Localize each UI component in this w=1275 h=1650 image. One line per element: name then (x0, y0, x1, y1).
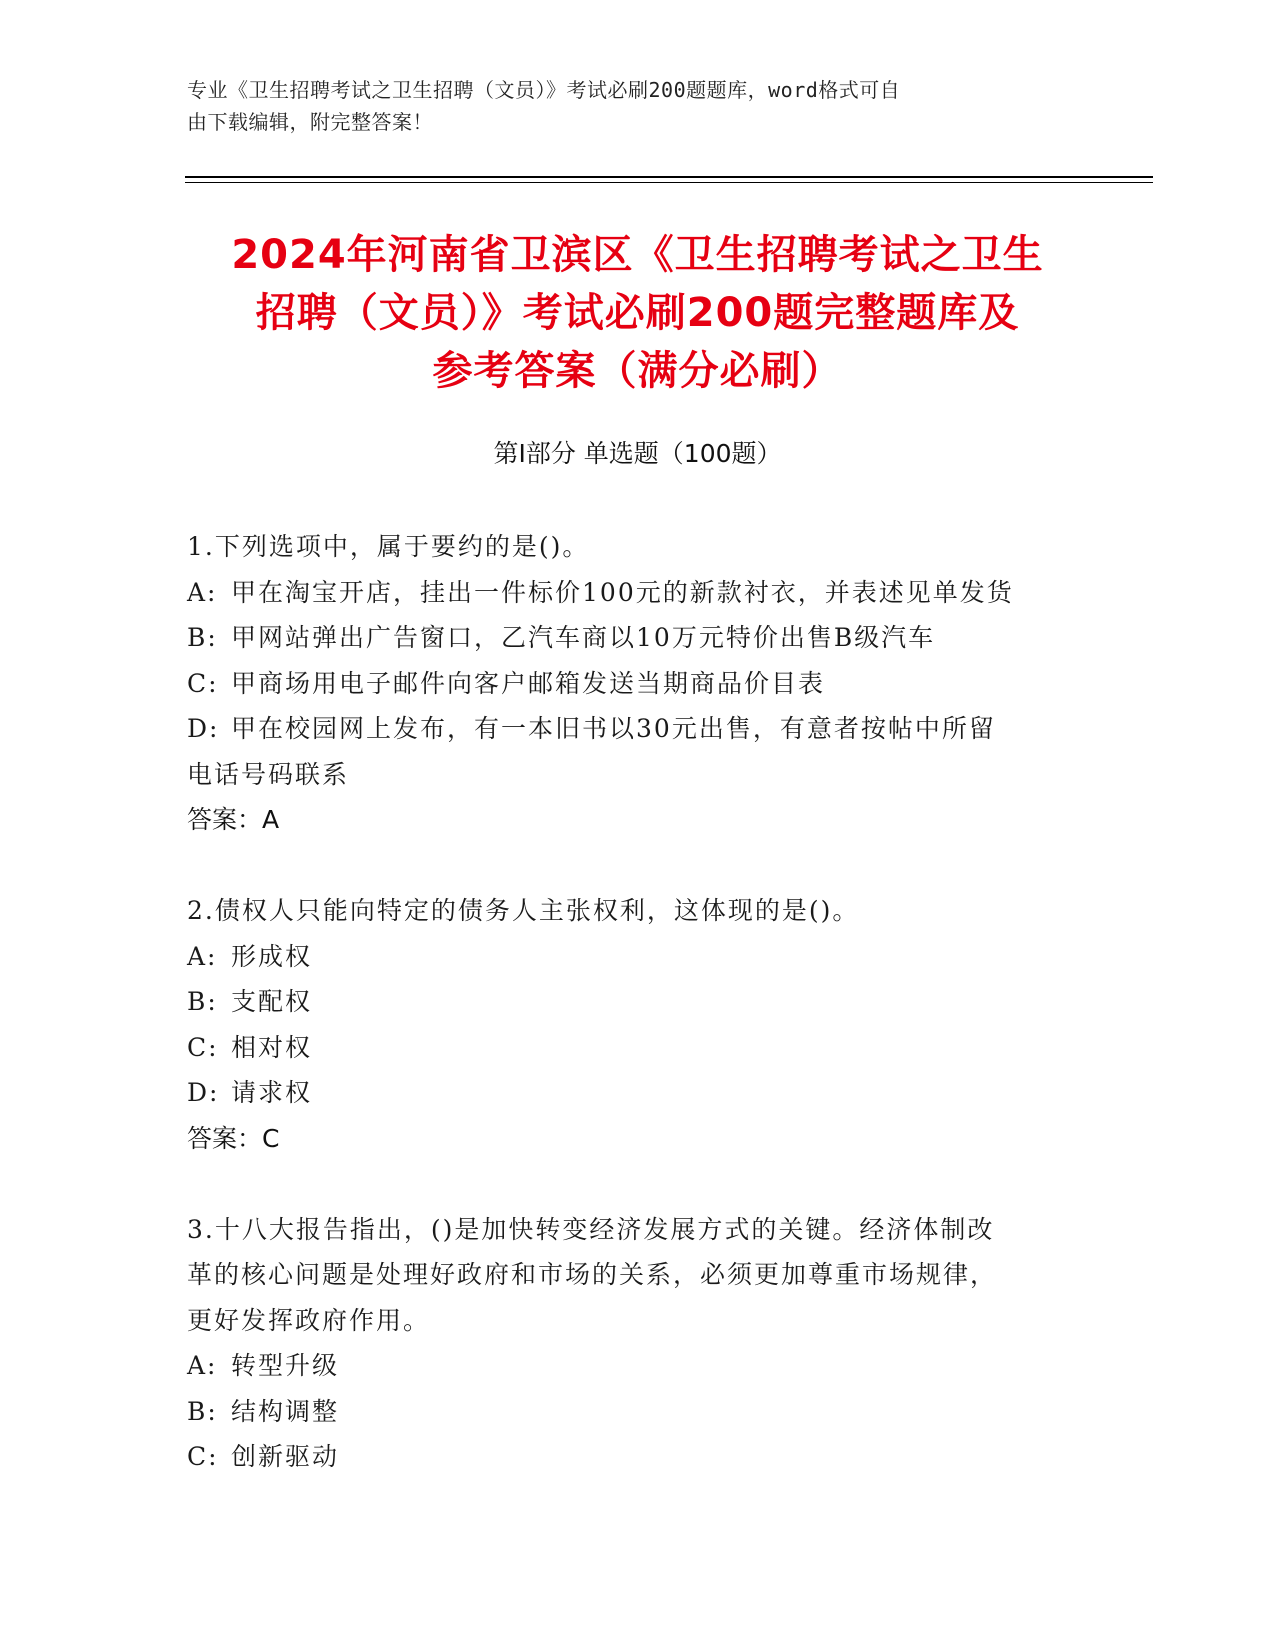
option-label: B: (187, 987, 218, 1016)
option-b (187, 1389, 1087, 1435)
document-title (140, 226, 1135, 400)
answer: 答案：C (187, 1123, 280, 1153)
title-line: 参考答案（满分必刷） (432, 348, 843, 394)
spacer (187, 1161, 1087, 1207)
option-text: 支配权 (231, 987, 313, 1016)
option-text: 形成权 (231, 941, 313, 971)
option-b (187, 979, 1087, 1025)
option-text: 甲在校园网上发布，有一本旧书以30元出售，有意者按帖中所留 (231, 714, 996, 743)
option-text: 请求权 (231, 1078, 313, 1107)
question-item (187, 888, 1087, 1161)
title-line: 招聘（文员）》考试必刷200题完整题库及 (255, 290, 1020, 336)
question-list (187, 524, 1087, 1480)
question-stem: 1.下列选项中，属于要约的是()。 (187, 532, 590, 561)
answer: 答案：A (187, 805, 280, 834)
option-label: C: (187, 1032, 219, 1062)
section-heading: 第Ⅰ部分 单选题（100题） (493, 439, 782, 468)
option-label: B: (187, 1396, 218, 1426)
option-text: 创新驱动 (231, 1442, 340, 1471)
option-c (187, 1434, 1087, 1480)
option-text: 相对权 (231, 1032, 313, 1062)
option-d (187, 1070, 1087, 1116)
header-note (187, 74, 1067, 138)
option-d (187, 706, 1087, 752)
header-divider-thin (185, 182, 1153, 183)
option-c (187, 661, 1087, 707)
option-label: D: (187, 1078, 220, 1107)
option-d-continued: 电话号码联系 (187, 759, 350, 789)
spacer (187, 843, 1087, 889)
option-text: 甲在淘宝开店，挂出一件标价100元的新款衬衣，并表述见单发货 (231, 577, 1014, 607)
option-label: C: (187, 1442, 219, 1471)
option-a (187, 1343, 1087, 1389)
option-label: D: (187, 714, 220, 743)
title-line: 2024年河南省卫滨区《卫生招聘考试之卫生 (231, 232, 1044, 278)
option-label: A: (187, 941, 218, 971)
question-stem: 2.债权人只能向特定的债务人主张权利，这体现的是()。 (187, 896, 860, 925)
option-label: A: (187, 577, 218, 607)
question-item (187, 1207, 1087, 1480)
option-a (187, 570, 1087, 616)
option-label: C: (187, 668, 219, 698)
header-note-line: 由下载编辑，附完整答案！ (187, 110, 433, 134)
option-text: 结构调整 (231, 1396, 340, 1426)
option-b (187, 615, 1087, 661)
option-text: 甲商场用电子邮件向客户邮箱发送当期商品价目表 (231, 668, 826, 698)
header-note-line: 专业《卫生招聘考试之卫生招聘（文员）》考试必刷200题题库，word格式可自 (187, 78, 901, 102)
option-c (187, 1025, 1087, 1071)
header-divider-thick (185, 176, 1153, 178)
option-label: B: (187, 623, 218, 652)
question-stem-continued: 更好发挥政府作用。 (187, 1305, 431, 1335)
option-text: 甲网站弹出广告窗口，乙汽车商以10万元特价出售B级汽车 (231, 623, 936, 652)
question-item (187, 524, 1087, 843)
option-a (187, 934, 1087, 980)
option-label: A: (187, 1351, 218, 1380)
option-text: 转型升级 (231, 1351, 340, 1380)
question-stem: 3.十八大报告指出，()是加快转变经济发展方式的关键。经济体制改 (187, 1214, 995, 1244)
question-stem-continued: 革的核心问题是处理好政府和市场的关系，必须更加尊重市场规律， (187, 1260, 998, 1289)
